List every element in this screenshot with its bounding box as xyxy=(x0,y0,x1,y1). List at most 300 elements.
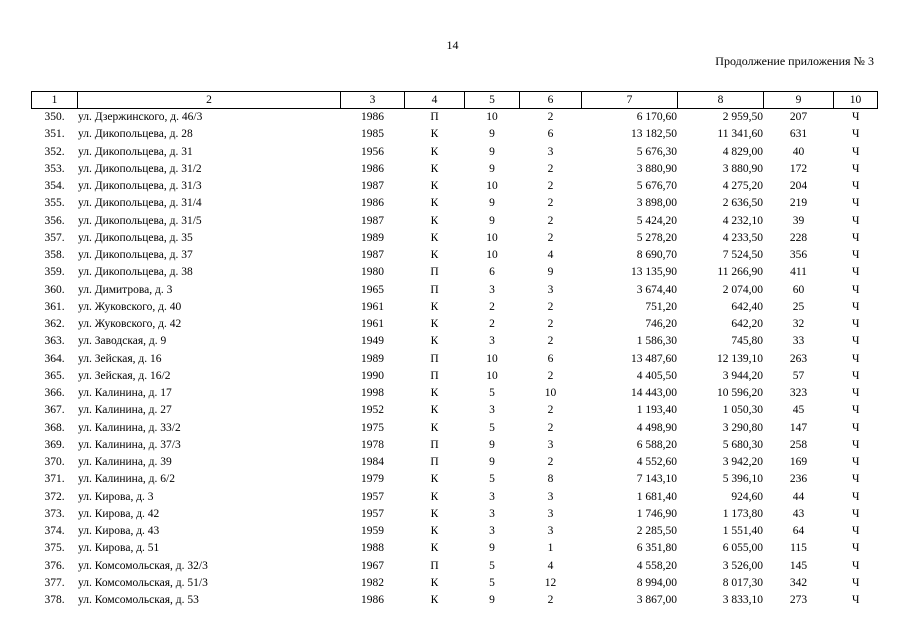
row-type: Ч xyxy=(852,507,860,520)
row-number: 358. xyxy=(44,249,65,262)
column-header-total-area: 7 xyxy=(582,92,678,109)
row-material: К xyxy=(430,473,439,486)
row-address: ул. Калинина, д. 6/2 xyxy=(78,473,175,486)
row-type: Ч xyxy=(852,266,860,279)
row-floors: 10 xyxy=(486,231,498,244)
row-number: 365. xyxy=(44,369,65,382)
row-floors: 5 xyxy=(489,421,495,434)
row-entrances: 9 xyxy=(547,266,554,279)
row-floors: 9 xyxy=(489,145,495,158)
row-material: К xyxy=(430,525,439,538)
row-total-area: 3 880,90 xyxy=(636,162,677,175)
row-entrances: 3 xyxy=(547,438,554,451)
row-floors: 9 xyxy=(489,197,495,210)
row-number: 373. xyxy=(44,507,65,520)
row-living-area: 642,40 xyxy=(731,300,763,313)
row-total-area: 3 867,00 xyxy=(636,594,677,607)
row-living-area: 1 173,80 xyxy=(722,507,763,520)
table-row xyxy=(32,471,878,488)
row-material: К xyxy=(430,404,439,417)
row-type: Ч xyxy=(852,421,860,434)
row-living-area: 3 526,00 xyxy=(722,559,763,572)
row-floors: 5 xyxy=(489,473,495,486)
row-material: К xyxy=(430,542,439,555)
row-year: 1998 xyxy=(361,387,384,400)
row-material: К xyxy=(430,594,439,607)
row-material: П xyxy=(430,283,439,296)
column-header-floors: 5 xyxy=(465,92,520,109)
row-entrances: 2 xyxy=(547,111,554,124)
table-row xyxy=(32,540,878,557)
row-residents: 40 xyxy=(792,145,805,158)
row-material: К xyxy=(430,507,439,520)
row-type: Ч xyxy=(852,542,860,555)
row-total-area: 4 558,20 xyxy=(636,559,677,572)
row-number: 368. xyxy=(44,421,65,434)
table-row xyxy=(32,144,878,161)
table-row xyxy=(32,333,878,350)
row-year: 1986 xyxy=(361,197,384,210)
row-residents: 207 xyxy=(789,111,808,124)
row-address: ул. Кирова, д. 43 xyxy=(78,525,160,538)
row-floors: 5 xyxy=(489,576,495,589)
row-entrances: 2 xyxy=(547,300,554,313)
row-year: 1952 xyxy=(361,404,384,417)
row-total-area: 5 676,30 xyxy=(636,145,677,158)
row-year: 1979 xyxy=(361,473,384,486)
row-total-area: 6 351,80 xyxy=(636,542,677,555)
column-header-entrances: 6 xyxy=(520,92,582,109)
row-entrances: 2 xyxy=(547,318,554,331)
row-year: 1959 xyxy=(361,525,384,538)
row-number: 364. xyxy=(44,352,65,365)
row-total-area: 751,20 xyxy=(645,300,677,313)
row-number: 351. xyxy=(44,128,65,141)
row-address: ул. Кирова, д. 3 xyxy=(78,490,154,503)
row-floors: 2 xyxy=(489,300,495,313)
column-header-address: 2 xyxy=(78,92,341,109)
table-row xyxy=(32,385,878,402)
row-floors: 5 xyxy=(489,387,495,400)
table-row xyxy=(32,489,878,506)
row-residents: 25 xyxy=(792,300,805,313)
row-residents: 57 xyxy=(792,369,805,382)
row-residents: 172 xyxy=(789,162,808,175)
row-residents: 64 xyxy=(792,525,805,538)
row-living-area: 2 636,50 xyxy=(722,197,763,210)
row-entrances: 3 xyxy=(547,525,554,538)
table-row xyxy=(32,523,878,540)
table-row xyxy=(32,420,878,437)
table-row xyxy=(32,126,878,143)
row-entrances: 10 xyxy=(544,387,557,400)
row-address: ул. Кирова, д. 51 xyxy=(78,542,160,555)
row-residents: 45 xyxy=(792,404,805,417)
row-address: ул. Калинина, д. 33/2 xyxy=(78,421,181,434)
row-material: К xyxy=(430,162,439,175)
column-header-year: 3 xyxy=(341,92,405,109)
row-residents: 411 xyxy=(790,266,807,279)
row-floors: 3 xyxy=(489,490,495,503)
row-floors: 3 xyxy=(489,283,495,296)
row-type: Ч xyxy=(852,162,860,175)
row-address: ул. Дикопольцева, д. 31/3 xyxy=(78,180,202,193)
row-type: Ч xyxy=(852,369,860,382)
row-material: К xyxy=(430,128,439,141)
row-address: ул. Дикопольцева, д. 31/4 xyxy=(78,197,202,210)
row-entrances: 3 xyxy=(547,507,554,520)
table-row xyxy=(32,247,878,264)
row-residents: 33 xyxy=(792,335,805,348)
row-number: 360. xyxy=(44,283,65,296)
row-residents: 228 xyxy=(789,231,808,244)
row-address: ул. Жуковского, д. 42 xyxy=(78,318,182,331)
row-year: 1961 xyxy=(361,300,384,313)
column-header-type: 10 xyxy=(834,92,878,109)
row-number: 356. xyxy=(44,214,65,227)
row-living-area: 10 596,20 xyxy=(717,387,763,400)
table-row xyxy=(32,368,878,385)
table-row xyxy=(32,592,878,609)
table-row xyxy=(32,316,878,333)
row-year: 1989 xyxy=(361,231,384,244)
row-living-area: 642,20 xyxy=(731,318,763,331)
row-number: 377. xyxy=(44,576,65,589)
row-type: Ч xyxy=(852,214,860,227)
row-entrances: 2 xyxy=(547,421,554,434)
table-row xyxy=(32,454,878,471)
row-year: 1986 xyxy=(361,111,384,124)
row-year: 1990 xyxy=(361,369,384,382)
row-number: 366. xyxy=(44,387,65,400)
row-number: 370. xyxy=(44,456,65,469)
row-year: 1987 xyxy=(361,180,384,193)
row-material: П xyxy=(430,352,439,365)
row-total-area: 13 182,50 xyxy=(631,128,677,141)
row-type: Ч xyxy=(852,335,860,348)
row-material: П xyxy=(430,559,439,572)
row-floors: 9 xyxy=(489,162,495,175)
row-type: Ч xyxy=(852,111,860,124)
row-floors: 9 xyxy=(489,456,495,469)
row-address: ул. Дикопольцева, д. 35 xyxy=(78,231,193,244)
table-body xyxy=(32,109,878,610)
row-entrances: 2 xyxy=(547,162,554,175)
row-living-area: 1 050,30 xyxy=(722,404,763,417)
row-number: 369. xyxy=(44,438,65,451)
row-material: К xyxy=(430,490,439,503)
row-address: ул. Дикопольцева, д. 31/2 xyxy=(78,162,202,175)
row-total-area: 14 443,00 xyxy=(631,387,677,400)
row-total-area: 1 746,90 xyxy=(636,507,677,520)
row-living-area: 3 880,90 xyxy=(722,162,763,175)
row-material: К xyxy=(430,197,439,210)
row-floors: 10 xyxy=(486,180,498,193)
row-address: ул. Заводская, д. 9 xyxy=(78,335,167,348)
row-residents: 169 xyxy=(789,456,808,469)
row-total-area: 3 898,00 xyxy=(636,197,677,210)
table-row xyxy=(32,558,878,575)
row-year: 1987 xyxy=(361,214,384,227)
table-row xyxy=(32,264,878,281)
row-floors: 10 xyxy=(486,352,498,365)
row-residents: 39 xyxy=(792,214,805,227)
row-material: К xyxy=(430,231,439,244)
row-residents: 44 xyxy=(792,490,805,503)
row-entrances: 3 xyxy=(547,145,554,158)
table-row xyxy=(32,109,878,127)
row-address: ул. Дикопольцева, д. 31 xyxy=(78,145,193,158)
row-address: ул. Дикопольцева, д. 28 xyxy=(78,128,193,141)
row-type: Ч xyxy=(852,249,860,262)
row-floors: 10 xyxy=(486,111,498,124)
column-header-living-area: 8 xyxy=(678,92,764,109)
row-living-area: 4 829,00 xyxy=(722,145,763,158)
row-number: 376. xyxy=(44,559,65,572)
table-row xyxy=(32,506,878,523)
row-floors: 10 xyxy=(486,369,498,382)
table-row xyxy=(32,351,878,368)
row-type: Ч xyxy=(852,473,860,486)
row-living-area: 11 266,90 xyxy=(717,266,763,279)
row-total-area: 2 285,50 xyxy=(636,525,677,538)
row-year: 1956 xyxy=(361,145,384,158)
row-number: 372. xyxy=(44,490,65,503)
row-year: 1978 xyxy=(361,438,384,451)
row-living-area: 11 341,60 xyxy=(717,128,763,141)
row-total-area: 4 405,50 xyxy=(636,369,677,382)
row-type: Ч xyxy=(852,525,860,538)
row-number: 378. xyxy=(44,594,65,607)
row-number: 362. xyxy=(44,318,65,331)
table-row xyxy=(32,230,878,247)
row-living-area: 2 959,50 xyxy=(722,111,763,124)
row-residents: 258 xyxy=(789,438,808,451)
row-type: Ч xyxy=(852,231,860,244)
row-number: 374. xyxy=(44,525,65,538)
row-total-area: 1 193,40 xyxy=(636,404,677,417)
row-year: 1988 xyxy=(361,542,384,555)
row-floors: 5 xyxy=(489,559,495,572)
page-number: 14 xyxy=(446,38,459,52)
row-address: ул. Дикопольцева, д. 37 xyxy=(78,249,193,262)
row-material: П xyxy=(430,369,439,382)
row-type: Ч xyxy=(852,180,860,193)
row-address: ул. Димитрова, д. 3 xyxy=(78,283,173,296)
row-number: 363. xyxy=(44,335,65,348)
row-address: ул. Дикопольцева, д. 31/5 xyxy=(78,214,202,227)
row-residents: 219 xyxy=(789,197,808,210)
row-entrances: 8 xyxy=(547,473,554,486)
row-entrances: 2 xyxy=(547,369,554,382)
row-floors: 3 xyxy=(489,335,495,348)
header-row xyxy=(32,92,878,109)
row-address: ул. Калинина, д. 27 xyxy=(78,404,172,417)
row-residents: 204 xyxy=(789,180,808,193)
row-total-area: 13 487,60 xyxy=(631,352,677,365)
row-type: Ч xyxy=(852,559,860,572)
column-header-material: 4 xyxy=(405,92,465,109)
row-number: 353. xyxy=(44,162,65,175)
row-material: К xyxy=(430,335,439,348)
row-year: 1965 xyxy=(361,283,384,296)
row-residents: 263 xyxy=(789,352,808,365)
row-entrances: 2 xyxy=(547,180,554,193)
row-type: Ч xyxy=(852,197,860,210)
row-residents: 147 xyxy=(789,421,808,434)
row-total-area: 1 681,40 xyxy=(636,490,677,503)
table-row xyxy=(32,213,878,230)
table-row xyxy=(32,195,878,212)
row-address: ул. Комсомольская, д. 32/3 xyxy=(78,559,208,572)
row-address: ул. Зейская, д. 16/2 xyxy=(78,369,171,382)
row-living-area: 5 680,30 xyxy=(722,438,763,451)
row-total-area: 6 170,60 xyxy=(636,111,677,124)
row-number: 357. xyxy=(44,231,65,244)
row-material: К xyxy=(430,318,439,331)
row-year: 1986 xyxy=(361,594,384,607)
row-total-area: 5 676,70 xyxy=(636,180,677,193)
row-floors: 9 xyxy=(489,128,495,141)
row-material: К xyxy=(430,300,439,313)
row-address: ул. Калинина, д. 17 xyxy=(78,387,172,400)
row-material: К xyxy=(430,387,439,400)
row-year: 1957 xyxy=(361,507,384,520)
row-number: 354. xyxy=(44,180,65,193)
row-type: Ч xyxy=(852,438,860,451)
row-total-area: 1 586,30 xyxy=(636,335,677,348)
row-type: Ч xyxy=(852,456,860,469)
row-entrances: 4 xyxy=(547,559,554,572)
row-floors: 3 xyxy=(489,404,495,417)
row-residents: 60 xyxy=(792,283,805,296)
row-floors: 9 xyxy=(489,542,495,555)
table-row xyxy=(32,282,878,299)
row-number: 375. xyxy=(44,542,65,555)
row-type: Ч xyxy=(852,594,860,607)
row-total-area: 746,20 xyxy=(645,318,677,331)
row-material: К xyxy=(430,421,439,434)
row-residents: 32 xyxy=(792,318,805,331)
row-type: Ч xyxy=(852,490,860,503)
row-address: ул. Калинина, д. 37/3 xyxy=(78,438,181,451)
row-address: ул. Жуковского, д. 40 xyxy=(78,300,182,313)
row-address: ул. Зейская, д. 16 xyxy=(78,352,162,365)
row-type: Ч xyxy=(852,576,860,589)
row-floors: 9 xyxy=(489,438,495,451)
row-type: Ч xyxy=(852,352,860,365)
row-material: К xyxy=(430,249,439,262)
row-living-area: 2 074,00 xyxy=(722,283,763,296)
table-row xyxy=(32,299,878,316)
row-living-area: 4 233,50 xyxy=(722,231,763,244)
row-year: 1984 xyxy=(361,456,384,469)
row-year: 1989 xyxy=(361,352,384,365)
row-total-area: 6 588,20 xyxy=(636,438,677,451)
row-living-area: 3 833,10 xyxy=(722,594,763,607)
row-year: 1982 xyxy=(361,576,384,589)
row-address: ул. Дикопольцева, д. 38 xyxy=(78,266,193,279)
row-total-area: 4 552,60 xyxy=(636,456,677,469)
row-floors: 10 xyxy=(486,249,498,262)
row-entrances: 2 xyxy=(547,214,554,227)
appendix-heading: Продолжение приложения № 3 xyxy=(715,54,874,68)
row-living-area: 745,80 xyxy=(731,335,763,348)
row-type: Ч xyxy=(852,404,860,417)
row-living-area: 4 275,20 xyxy=(722,180,763,193)
row-entrances: 2 xyxy=(547,594,554,607)
row-material: К xyxy=(430,145,439,158)
row-year: 1985 xyxy=(361,128,384,141)
table-row xyxy=(32,437,878,454)
row-material: П xyxy=(430,456,439,469)
row-entrances: 2 xyxy=(547,197,554,210)
row-year: 1975 xyxy=(361,421,384,434)
row-residents: 115 xyxy=(790,542,807,555)
row-floors: 9 xyxy=(489,214,495,227)
row-living-area: 8 017,30 xyxy=(722,576,763,589)
row-number: 352. xyxy=(44,145,65,158)
row-material: П xyxy=(430,111,439,124)
row-entrances: 6 xyxy=(547,128,554,141)
row-year: 1987 xyxy=(361,249,384,262)
row-living-area: 924,60 xyxy=(731,490,763,503)
row-total-area: 4 498,90 xyxy=(636,421,677,434)
row-total-area: 5 278,20 xyxy=(636,231,677,244)
row-type: Ч xyxy=(852,283,860,296)
row-year: 1957 xyxy=(361,490,384,503)
row-material: К xyxy=(430,180,439,193)
table-row xyxy=(32,178,878,195)
row-living-area: 5 396,10 xyxy=(722,473,763,486)
row-total-area: 5 424,20 xyxy=(636,214,677,227)
row-floors: 9 xyxy=(489,594,495,607)
row-address: ул. Дзержинского, д. 46/3 xyxy=(78,111,203,124)
row-number: 367. xyxy=(44,404,65,417)
row-living-area: 6 055,00 xyxy=(722,542,763,555)
row-type: Ч xyxy=(852,145,860,158)
table-header xyxy=(32,92,878,109)
row-residents: 342 xyxy=(789,576,808,589)
row-material: К xyxy=(430,214,439,227)
row-residents: 43 xyxy=(792,507,805,520)
row-living-area: 12 139,10 xyxy=(717,352,763,365)
row-year: 1967 xyxy=(361,559,384,572)
row-entrances: 2 xyxy=(547,335,554,348)
row-living-area: 3 944,20 xyxy=(722,369,763,382)
row-residents: 356 xyxy=(789,249,808,262)
row-total-area: 13 135,90 xyxy=(631,266,677,279)
row-number: 359. xyxy=(44,266,65,279)
row-address: ул. Калинина, д. 39 xyxy=(78,456,172,469)
row-type: Ч xyxy=(852,300,860,313)
row-year: 1961 xyxy=(361,318,384,331)
row-entrances: 12 xyxy=(544,576,557,589)
row-year: 1980 xyxy=(361,266,384,279)
row-entrances: 4 xyxy=(547,249,554,262)
column-header-number: 1 xyxy=(32,92,78,109)
row-material: К xyxy=(430,576,439,589)
row-entrances: 2 xyxy=(547,404,554,417)
row-living-area: 7 524,50 xyxy=(722,249,763,262)
row-type: Ч xyxy=(852,128,860,141)
row-living-area: 1 551,40 xyxy=(722,525,763,538)
row-entrances: 1 xyxy=(547,542,554,555)
row-number: 350. xyxy=(44,111,65,124)
row-total-area: 3 674,40 xyxy=(636,283,677,296)
row-entrances: 3 xyxy=(547,283,554,296)
row-type: Ч xyxy=(852,318,860,331)
